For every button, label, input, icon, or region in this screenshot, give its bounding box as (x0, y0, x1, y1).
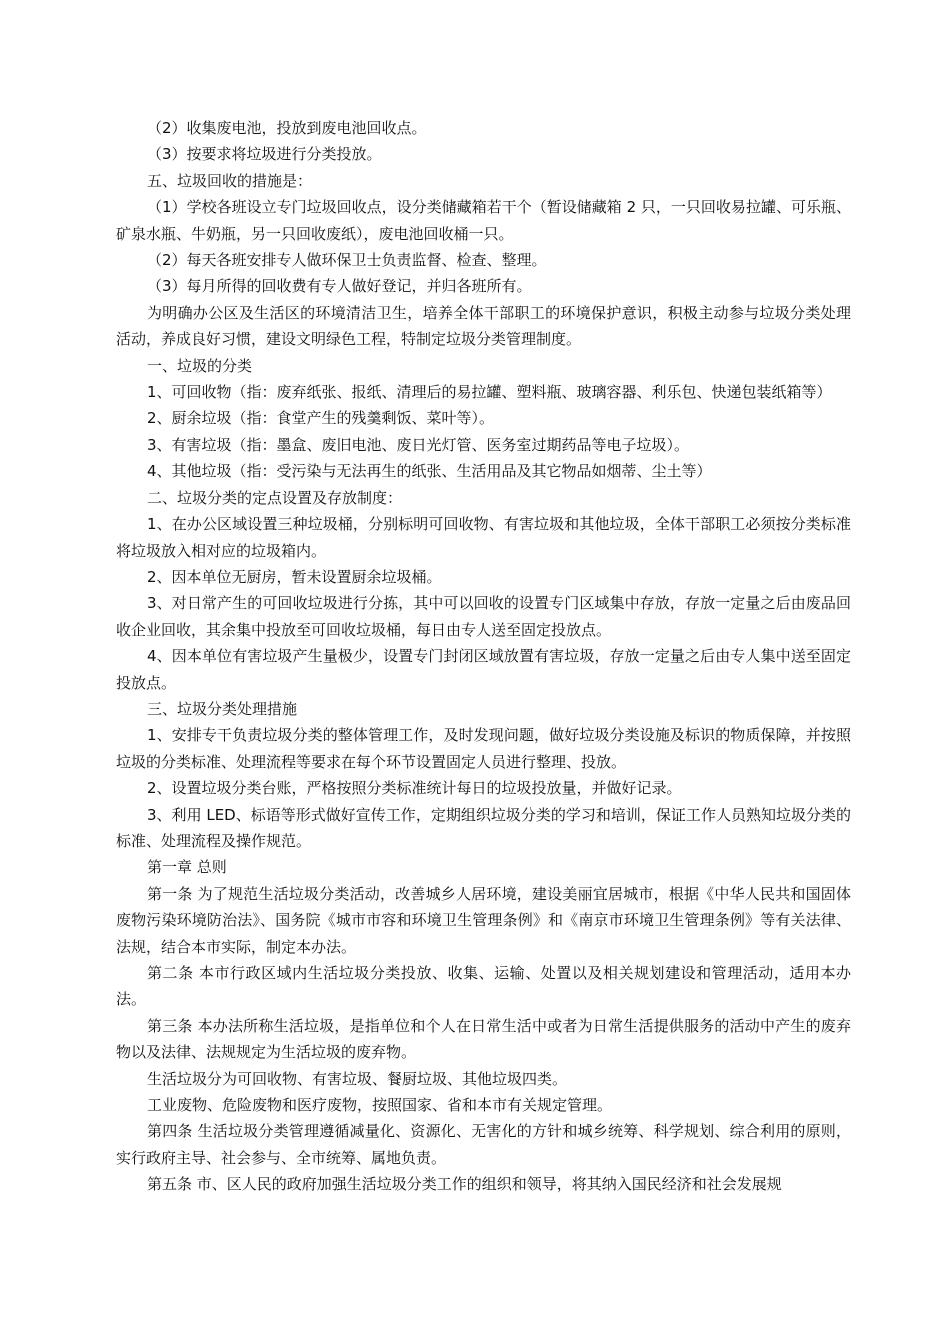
section-heading: 三、垃圾分类处理措施 (147, 699, 298, 718)
paragraph: 2、设置垃圾分类台账，严格按照分类标准统计每日的垃圾投放量，并做好记录。 (147, 779, 682, 798)
paragraph: 3、有害垃圾（指：墨盒、废旧电池、废日光灯管、医务室过期药品等电子垃圾）。 (147, 435, 690, 454)
paragraph: （2）每天各班安排专人做环保卫士负责监督、检查、整理。 (147, 251, 547, 270)
paragraph: 2、因本单位无厨房，暂未设置厨余垃圾桶。 (147, 567, 442, 586)
article: 第一条 为了规范生活垃圾分类活动，改善城乡人居环境，建设美丽宜居城市，根据《中华人民共和国固体废物污染环境防治法》、国务院《城市市容和环境卫生管理条例》和《南京市环境卫生管理条例》等有关法律、法规，结合本市实际，制定本办法。 (116, 884, 851, 956)
paragraph: （3）每月所得的回收费有专人做好登记，并归各班所有。 (147, 277, 532, 296)
paragraph: 4、因本单位有害垃圾产生量极少，设置专门封闭区域放置有害垃圾，存放一定量之后由专人集中送至固定投放点。 (116, 647, 851, 692)
paragraph: 生活垃圾分为可回收物、有害垃圾、餐厨垃圾、其他垃圾四类。 (147, 1069, 568, 1088)
section-heading: 二、垃圾分类的定点设置及存放制度： (147, 488, 403, 507)
paragraph: 2、厨余垃圾（指：食堂产生的残羹剩饭、菜叶等）。 (147, 409, 495, 428)
article: 第五条 市、区人民的政府加强生活垃圾分类工作的组织和领导，将其纳入国民经济和社会发展规 (147, 1175, 782, 1194)
paragraph: 3、对日常产生的可回收垃圾进行分拣，其中可以回收的设置专门区域集中存放，存放一定量之后由废品回收企业回收，其余集中投放至可回收垃圾桶，每日由专人送至固定投放点。 (116, 594, 851, 639)
paragraph: 工业废物、危险废物和医疗废物，按照国家、省和本市有关规定管理。 (147, 1096, 613, 1115)
paragraph: 为明确办公区及生活区的环境清洁卫生，培养全体干部职工的环境保护意识，积极主动参与垃圾分类处理活动，养成良好习惯，建设文明绿色工程，特制定垃圾分类管理制度。 (116, 303, 851, 349)
paragraph: （2）收集废电池，投放到废电池回收点。 (147, 119, 427, 137)
paragraph: 4、其他垃圾（指：受污染与无法再生的纸张、生活用品及其它物品如烟蒂、尘土等） (147, 462, 712, 481)
document-body (116, 115, 851, 1198)
paragraph: 1、安排专干负责垃圾分类的整体管理工作，及时发现问题，做好垃圾分类设施及标识的物质保障，并按照垃圾的分类标准、处理流程等要求在每个环节设置固定人员进行整理、投放。 (116, 726, 851, 771)
section-heading: 一、垃圾的分类 (147, 356, 253, 375)
paragraph: （1）学校各班设立专门垃圾回收点，设分类储藏箱若干个（暂设储藏箱 2 只，一只回收易拉罐、可乐瓶、矿泉水瓶、牛奶瓶，另一只回收废纸），废电池回收桶一只。 (116, 198, 851, 243)
article: 第四条 生活垃圾分类管理遵循减量化、资源化、无害化的方针和城乡统筹、科学规划、综合利用的原则，实行政府主导、社会参与、全市统筹、属地负责。 (116, 1122, 851, 1167)
article: 第二条 本市行政区域内生活垃圾分类投放、收集、运输、处置以及相关规划建设和管理活动，适用本办法。 (116, 964, 851, 1009)
paragraph: （3）按要求将垃圾进行分类投放。 (147, 145, 382, 164)
paragraph: 3、利用 LED、标语等形式做好宣传工作，定期组织垃圾分类的学习和培训，保证工作人员熟知垃圾分类的标准、处理流程及操作规范。 (116, 805, 851, 850)
chapter-heading: 第一章 总则 (147, 858, 227, 877)
paragraph: 1、可回收物（指：废弃纸张、报纸、清理后的易拉罐、塑料瓶、玻璃容器、利乐包、快递包装纸箱等） (147, 383, 832, 402)
section-heading: 五、垃圾回收的措施是： (147, 171, 313, 190)
paragraph: 1、在办公区域设置三种垃圾桶，分别标明可回收物、有害垃圾和其他垃圾，全体干部职工必须按分类标准将垃圾放入相对应的垃圾箱内。 (116, 515, 851, 560)
article: 第三条 本办法所称生活垃圾，是指单位和个人在日常生活中或者为日常生活提供服务的活动中产生的废弃物以及法律、法规规定为生活垃圾的废弃物。 (116, 1016, 851, 1062)
